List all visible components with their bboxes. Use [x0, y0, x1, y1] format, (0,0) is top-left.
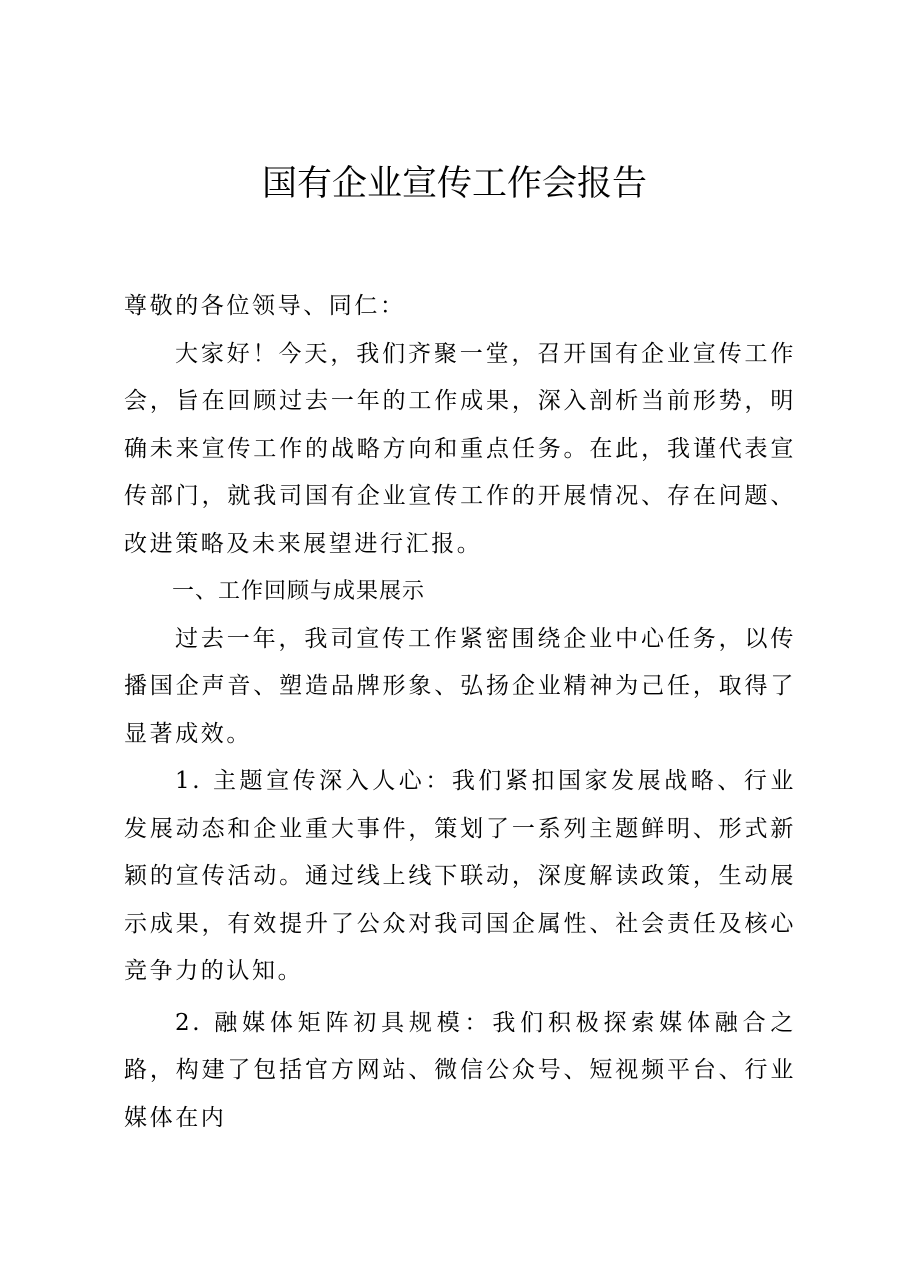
document-body: [124, 283, 796, 1142]
paragraph-section1: 过去一年，我司宣传工作紧密围绕企业中心任务，以传播国企声音、塑造品牌形象、弘扬企业精神为己任，取得了显著成效。: [124, 625, 796, 747]
paragraph-intro: 大家好！今天，我们齐聚一堂，召开国有企业宣传工作会，旨在回顾过去一年的工作成果，深入剖析当前形势，明确未来宣传工作的战略方向和重点任务。在此，我谨代表宣传部门，就我司国有企业宣传工作的开展情况、存在问题、改进策略及未来展望进行汇报。: [124, 340, 796, 557]
document-title: 国有企业宣传工作会报告: [261, 164, 647, 204]
list-item-2: 2. 融媒体矩阵初具规模：我们积极探索媒体融合之路，构建了包括官方网站、微信公众号、短视频平台、行业媒体在内: [124, 1009, 796, 1131]
list-item-1: 1. 主题宣传深入人心：我们紧扣国家发展战略、行业发展动态和企业重大事件，策划了一系列主题鲜明、形式新颖的宣传活动。通过线上线下联动，深度解读政策，生动展示成果，有效提升了公众对我司国企属性、社会责任及核心竞争力的认知。: [124, 768, 796, 984]
section-heading-1: 一、工作回顾与成果展示: [172, 579, 426, 604]
salutation: 尊敬的各位领导、同仁：: [124, 293, 406, 319]
